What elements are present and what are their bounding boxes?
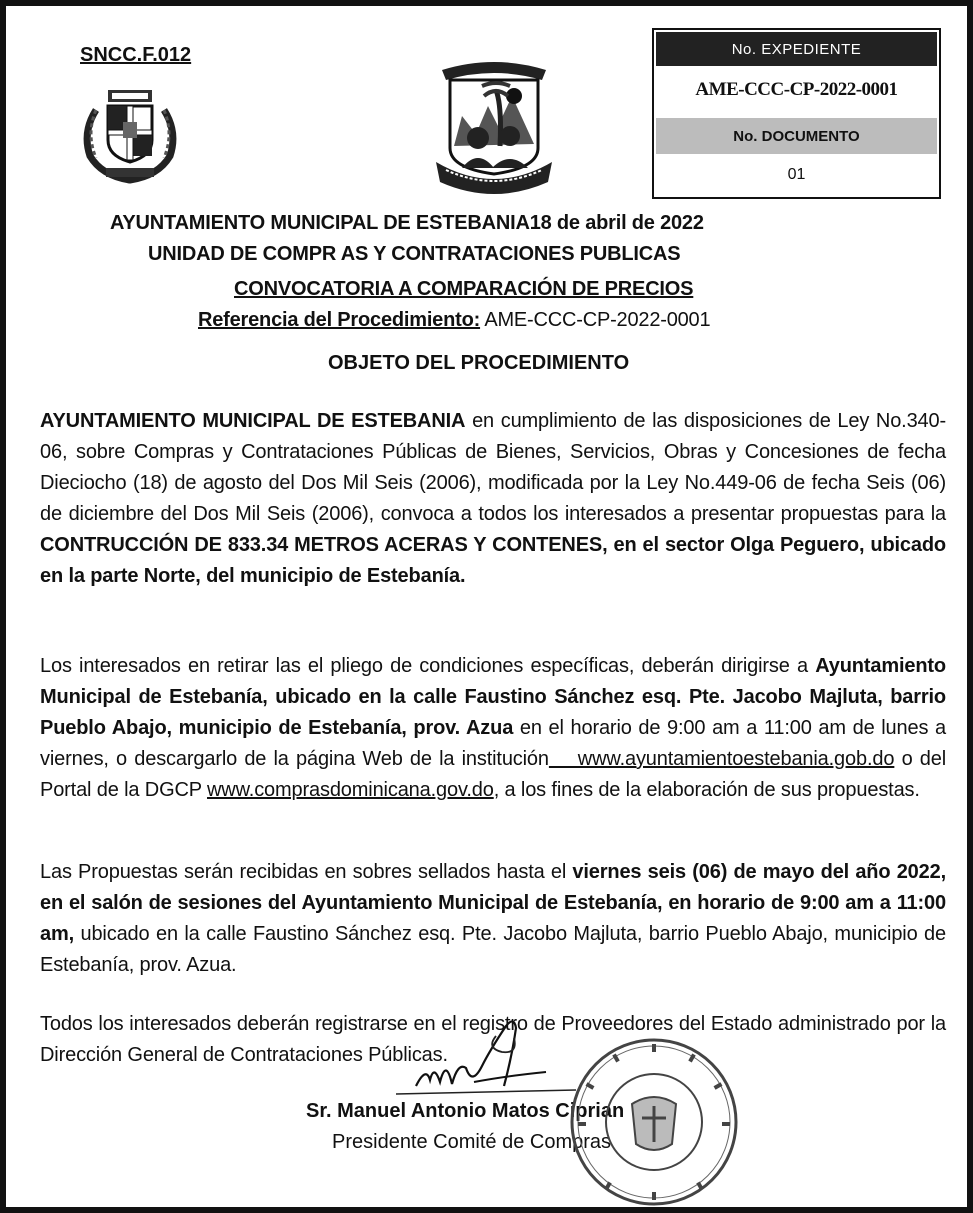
header-unit: UNIDAD DE COMPR AS Y CONTRATACIONES PUBLICAS [148,243,681,265]
portal-link[interactable]: www.comprasdominicana.gov.do [207,779,494,801]
p2-intro: Los interesados en retirar las el pliego de condiciones específicas, deberán dirigirse a [40,655,816,677]
reference-value: AME-CCC-CP-2022-0001 [480,309,711,331]
signer-role: Presidente Comité de Compras [332,1131,612,1153]
municipal-seal-stamp [566,1034,742,1210]
reference-label: Referencia del Procedimiento: [198,309,481,331]
signer-name: Sr. Manuel Antonio Matos Ciprian [306,1100,625,1122]
header-convocatoria: CONVOCATORIA A COMPARACIÓN DE PRECIOS [234,278,694,300]
municipio-estebania-logo [432,56,556,196]
form-code: SNCC.F.012 [80,44,192,66]
p1-institution: AYUNTAMIENTO MUNICIPAL DE ESTEBANIA [40,410,466,432]
p2-end: , a los fines de la elaboración de sus propuestas. [493,779,920,801]
paragraph-propuestas [40,857,946,981]
p4-text: Todos los interesados deberán registrarse en el registro de Proveedores del Estado administrado por la Dirección General de Contrataciones Públicas. [40,1013,946,1066]
section-title: OBJETO DEL PROCEDIMIENTO [328,352,630,374]
expediente-label: No. EXPEDIENTE [656,32,937,66]
p3-location: ubicado en la calle Faustino Sánchez esq. Pte. Jacobo Majluta, barrio Pueblo Abajo, municipio de Estebanía, prov. Azua. [40,923,946,976]
dominican-coat-of-arms-icon [78,82,182,184]
header-reference [198,309,710,332]
website-link[interactable]: www.ayuntamientoestebania.gob.do [548,748,895,770]
paragraph-pliego [40,651,946,806]
documento-label: No. DOCUMENTO [656,118,937,154]
p3-deadline: viernes seis (06) de mayo del año 2022, en el salón de sesiones del Ayuntamiento Municipal de Estebanía, en horario de 9:00 am a 11:00 am, [40,861,946,945]
p2-hours: en el horario de 9:00 am a 11:00 am de lunes a viernes, o descargarlo de la página Web de la institución [40,717,946,770]
expediente-box [652,28,941,199]
handwritten-signature [386,1006,586,1106]
header-institution: AYUNTAMIENTO MUNICIPAL DE ESTEBANIA18 de abril de 2022 [110,212,704,234]
p1-body: en cumplimiento de las disposiciones de Ley No.340-06, sobre Compras y Contrataciones Públicas de Bienes, Servicios, Obras y Concesiones de fecha Dieciocho (18) de agosto del Dos Mil Seis (2006), modificada por la Ley No.449-06 de fecha Seis (06) de diciembre del Dos Mil Seis (2006), convoca a todos los interesados a presentar propuestas para la [40,410,947,525]
p2-address: Ayuntamiento Municipal de Estebanía, ubicado en la calle Faustino Sánchez esq. Pte. Jacobo Majluta, barrio Pueblo Abajo, municipio de Estebanía, prov. Azua [40,655,946,739]
p1-project: CONTRUCCIÓN DE 833.34 METROS ACERAS Y CONTENES, en el sector Olga Peguero, ubicado en la parte Norte, del municipio de Estebanía. [40,534,946,587]
paragraph-objeto [40,406,946,592]
expediente-value: AME-CCC-CP-2022-0001 [695,79,898,100]
p3-intro: Las Propuestas serán recibidas en sobres sellados hasta el [40,861,573,883]
documento-value: 01 [787,166,806,183]
p2-portal: o del Portal de la DGCP [40,748,947,801]
